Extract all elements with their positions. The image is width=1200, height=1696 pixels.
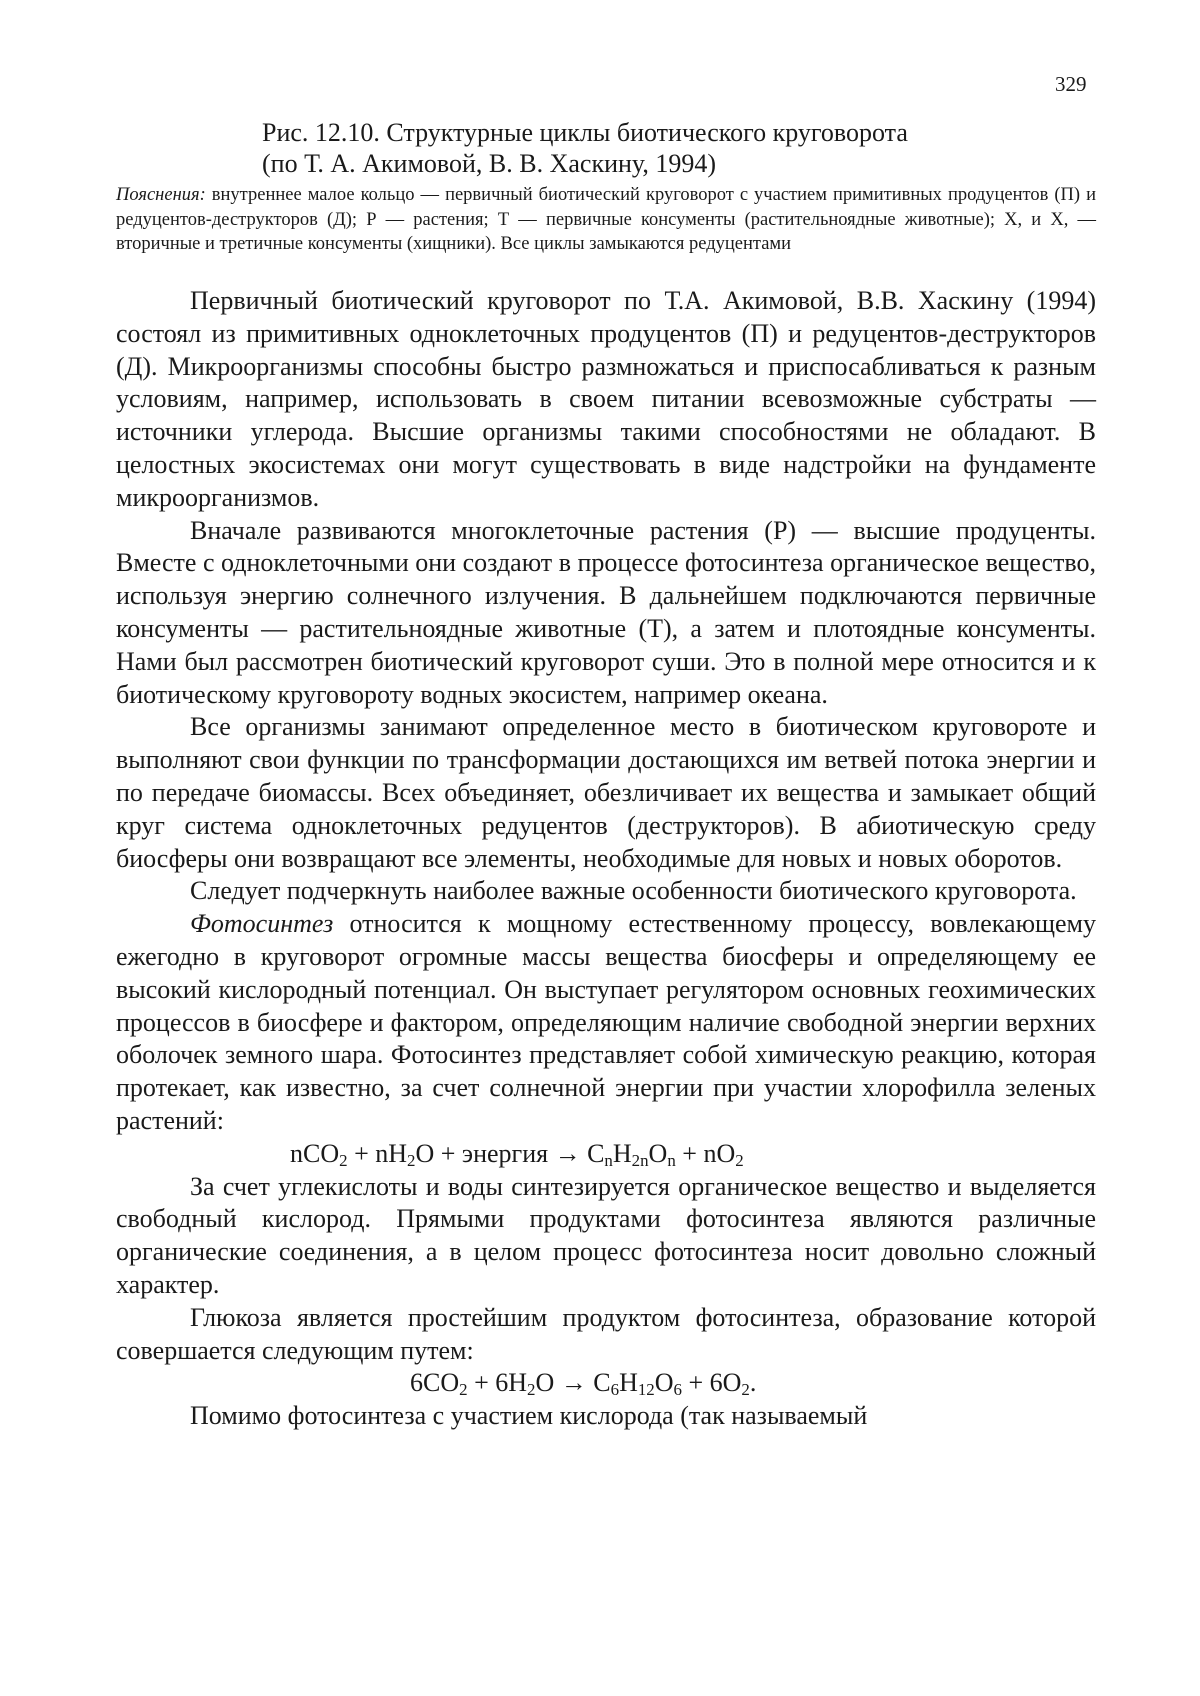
paragraph-1: Первичный биотический круговорот по Т.А. Акимовой, В.В. Хаскину (1994) состоял из примитивных одноклеточных продуцентов (П) и редуцентов-деструкторов (Д). Микроорганизмы способны быстро размножаться и приспосабливаться к разным условиям, например, использовать в своем питании всевозможные субстраты — источники углерода. Высшие организмы такими способностями не обладают. В целостных экосистемах они могут существовать в виде надстройки на фундаменте микроорганизмов.: [116, 286, 1096, 512]
caption-line-2: (по Т. А. Акимовой, В. В. Хаскину, 1994): [262, 149, 716, 178]
formula-photosynthesis: $nCO_2 + nH_2O$ + энергия → $C_nH_{2n}O_n + nO_2$: [290, 1138, 744, 1170]
paragraph-8: Помимо фотосинтеза с участием кислорода (так называемый: [190, 1401, 868, 1431]
term-photosynthesis: Фотосинтез: [190, 909, 334, 939]
paragraph-5: [116, 908, 1096, 1138]
paragraph-2: Вначале развиваются многоклеточные растения (Р) — высшие продуценты. Вместе с одноклеточными они создают в процессе фотосинтеза органическое вещество, используя энергию солнечного излучения. В дальнейшем подключаются первичные консументы — растительноядные животные (Т), а затем и плотоядные консументы. Нами был рассмотрен биотический круговорот суши. Это в полной мере относится и к биотическому круговороту водных экосистем, например океана.: [116, 515, 1096, 709]
paragraph-7: Глюкоза является простейшим продуктом фотосинтеза, образование которой совершается следующим путем:: [116, 1302, 1096, 1365]
note-text: внутреннее малое кольцо — первичный биотический круговорот с участием примитивных продуцентов (П) и редуцентов-деструкторов (Д); Р — растения; Т — первичные консументы (растительноядные животные); Х, и Х, — вторичные и третичные консументы (хищники). Все циклы замыкаются редуцентами: [116, 185, 1096, 254]
page-number: 329: [1055, 72, 1087, 96]
body-text: [116, 285, 1096, 1433]
note-lead: Пояснения:: [116, 185, 206, 205]
formula-glucose: $6CO_2 + 6H_2O \to C_6H_{12}O_6 + 6O_2$.: [410, 1368, 757, 1400]
figure-note: [116, 183, 1096, 257]
paragraph-4: Следует подчеркнуть наиболее важные особенности биотического круговорота.: [190, 876, 1077, 906]
caption-line-1: Рис. 12.10. Структурные циклы биотического круговорота: [262, 118, 908, 147]
paragraph-6: За счет углекислоты и воды синтезируется органическое вещество и выделяется свободный кислород. Прямыми продуктами фотосинтеза являются различные органические соединения, а в целом процесс фотосинтеза носит довольно сложный характер.: [116, 1171, 1096, 1299]
paragraph-5-text: относится к мощному естественному процессу, вовлекающему ежегодно в круговорот огромные массы вещества биосферы и определяющему ее высокий кислородный потенциал. Он выступает регулятором основных геохимических процессов в биосфере и фактором, определяющим наличие свободной энергии верхних оболочек земного шара. Фотосинтез представляет собой химическую реакцию, которая протекает, как известно, за счет солнечной энергии при участии хлорофилла зеленых растений:: [116, 909, 1096, 1135]
figure-caption: [262, 117, 908, 179]
paragraph-3: Все организмы занимают определенное место в биотическом круговороте и выполняют свои функции по трансформации достающихся им ветвей потока энергии и по передаче биомассы. Всех объединяет, обезличивает их вещества и замыкает общий круг система одноклеточных редуцентов (деструкторов). В абиотическую среду биосферы они возвращают все элементы, необходимые для новых и новых оборотов.: [116, 712, 1096, 873]
